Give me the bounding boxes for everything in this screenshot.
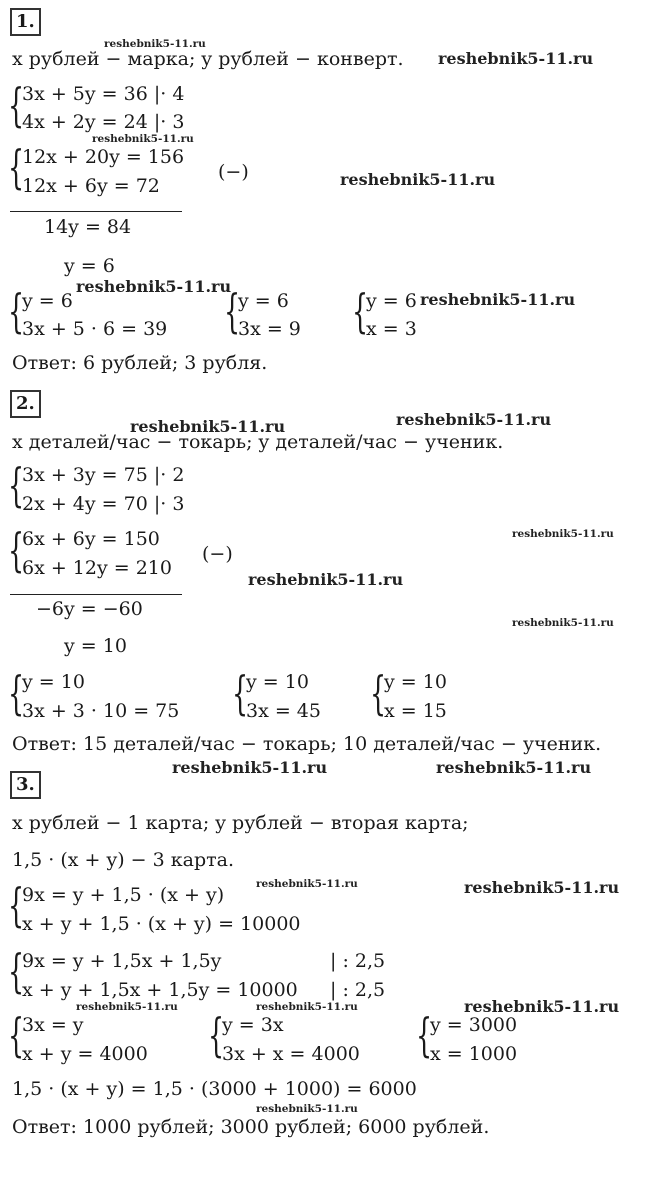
- system-brace: {: [8, 944, 25, 998]
- system-brace: {: [208, 1008, 225, 1062]
- equation-line: y = 10: [384, 671, 447, 693]
- difference-line: −6y = −60: [36, 598, 143, 620]
- calculation-line: 1,5 · (x + y) = 1,5 · (3000 + 1000) = 6000: [12, 1078, 417, 1100]
- watermark: reshebnik5-11.ru: [130, 417, 286, 436]
- equation-line: 6x + 12y = 210: [22, 557, 172, 579]
- equation-line: x = 1000: [430, 1043, 518, 1065]
- watermark: reshebnik5-11.ru: [92, 133, 194, 145]
- equation-line: 12x + 6y = 72: [22, 175, 160, 197]
- equation-line: 3x + 3 · 10 = 75: [22, 700, 180, 722]
- watermark: reshebnik5-11.ru: [464, 997, 620, 1016]
- watermark: reshebnik5-11.ru: [396, 410, 552, 429]
- system-brace: {: [8, 523, 25, 577]
- watermark: reshebnik5-11.ru: [256, 1001, 358, 1013]
- equation-line: 3x + 5y = 36 |· 4: [22, 83, 185, 105]
- answer-line: Ответ: 1000 рублей; 3000 рублей; 6000 рублей.: [12, 1116, 490, 1138]
- problem-intro-continued: 1,5 · (x + y) − 3 карта.: [12, 849, 234, 871]
- division-operator: | : 2,5: [330, 979, 386, 1001]
- equation-line: 6x + 6y = 150: [22, 528, 160, 550]
- solution-line: y = 6: [64, 255, 115, 277]
- watermark: reshebnik5-11.ru: [256, 878, 358, 890]
- answer-line: Ответ: 6 рублей; 3 рубля.: [12, 352, 268, 374]
- system-brace: {: [8, 140, 25, 194]
- equation-line: 12x + 20y = 156: [22, 146, 185, 168]
- system-brace: {: [8, 284, 25, 338]
- watermark: reshebnik5-11.ru: [172, 758, 328, 777]
- system-brace: {: [8, 1008, 25, 1062]
- subtraction-line: [10, 594, 182, 595]
- equation-line: y = 3000: [430, 1014, 518, 1036]
- equation-line: 9x = y + 1,5 · (x + y): [22, 884, 225, 906]
- equation-line: x + y + 1,5 · (x + y) = 10000: [22, 913, 301, 935]
- watermark: reshebnik5-11.ru: [436, 758, 592, 777]
- answer-line: Ответ: 15 деталей/час − токарь; 10 деталей/час − ученик.: [12, 733, 602, 755]
- equation-line: 3x = 9: [238, 318, 301, 340]
- problem-intro: x рублей − 1 карта; y рублей − вторая карта;: [12, 812, 469, 834]
- equation-line: y = 10: [246, 671, 309, 693]
- equation-line: y = 6: [22, 290, 73, 312]
- system-brace: {: [352, 284, 369, 338]
- subtract-operator: (−): [202, 543, 233, 565]
- equation-line: x + y = 4000: [22, 1043, 148, 1065]
- system-brace: {: [8, 878, 25, 932]
- difference-line: 14y = 84: [44, 216, 132, 238]
- problem-number: 1.: [10, 8, 41, 36]
- equation-line: 9x = y + 1,5x + 1,5y: [22, 950, 222, 972]
- system-brace: {: [8, 78, 25, 132]
- equation-line: x + y + 1,5x + 1,5y = 10000: [22, 979, 298, 1001]
- watermark: reshebnik5-11.ru: [340, 170, 496, 189]
- equation-line: y = 6: [366, 290, 417, 312]
- system-brace: {: [370, 666, 387, 720]
- equation-line: 4x + 2y = 24 |· 3: [22, 111, 185, 133]
- equation-line: y = 6: [238, 290, 289, 312]
- watermark: reshebnik5-11.ru: [512, 528, 614, 540]
- problem-number: 2.: [10, 390, 41, 418]
- watermark: reshebnik5-11.ru: [104, 38, 206, 50]
- equation-line: 3x = y: [22, 1014, 84, 1036]
- equation-line: 3x + x = 4000: [222, 1043, 360, 1065]
- watermark: reshebnik5-11.ru: [248, 570, 404, 589]
- equation-line: y = 3x: [222, 1014, 284, 1036]
- solution-line: y = 10: [64, 635, 127, 657]
- problem-number: 3.: [10, 771, 41, 799]
- system-brace: {: [232, 666, 249, 720]
- system-brace: {: [8, 458, 25, 512]
- system-brace: {: [416, 1008, 433, 1062]
- problem-intro: x рублей − марка; y рублей − конверт.: [12, 48, 404, 70]
- division-operator: | : 2,5: [330, 950, 386, 972]
- watermark: reshebnik5-11.ru: [512, 617, 614, 629]
- watermark: reshebnik5-11.ru: [420, 290, 576, 309]
- equation-line: 3x + 3y = 75 |· 2: [22, 464, 185, 486]
- watermark: reshebnik5-11.ru: [464, 878, 620, 897]
- equation-line: x = 15: [384, 700, 447, 722]
- watermark: reshebnik5-11.ru: [76, 1001, 178, 1013]
- watermark: reshebnik5-11.ru: [76, 277, 232, 296]
- system-brace: {: [224, 284, 241, 338]
- watermark: reshebnik5-11.ru: [256, 1103, 358, 1115]
- equation-line: 3x + 5 · 6 = 39: [22, 318, 168, 340]
- watermark: reshebnik5-11.ru: [438, 49, 594, 68]
- subtraction-line: [10, 211, 182, 212]
- problem-intro: x деталей/час − токарь; y деталей/час − ученик.: [12, 431, 504, 453]
- system-brace: {: [8, 666, 25, 720]
- equation-line: 2x + 4y = 70 |· 3: [22, 493, 185, 515]
- equation-line: 3x = 45: [246, 700, 321, 722]
- equation-line: x = 3: [366, 318, 417, 340]
- subtract-operator: (−): [218, 161, 249, 183]
- equation-line: y = 10: [22, 671, 85, 693]
